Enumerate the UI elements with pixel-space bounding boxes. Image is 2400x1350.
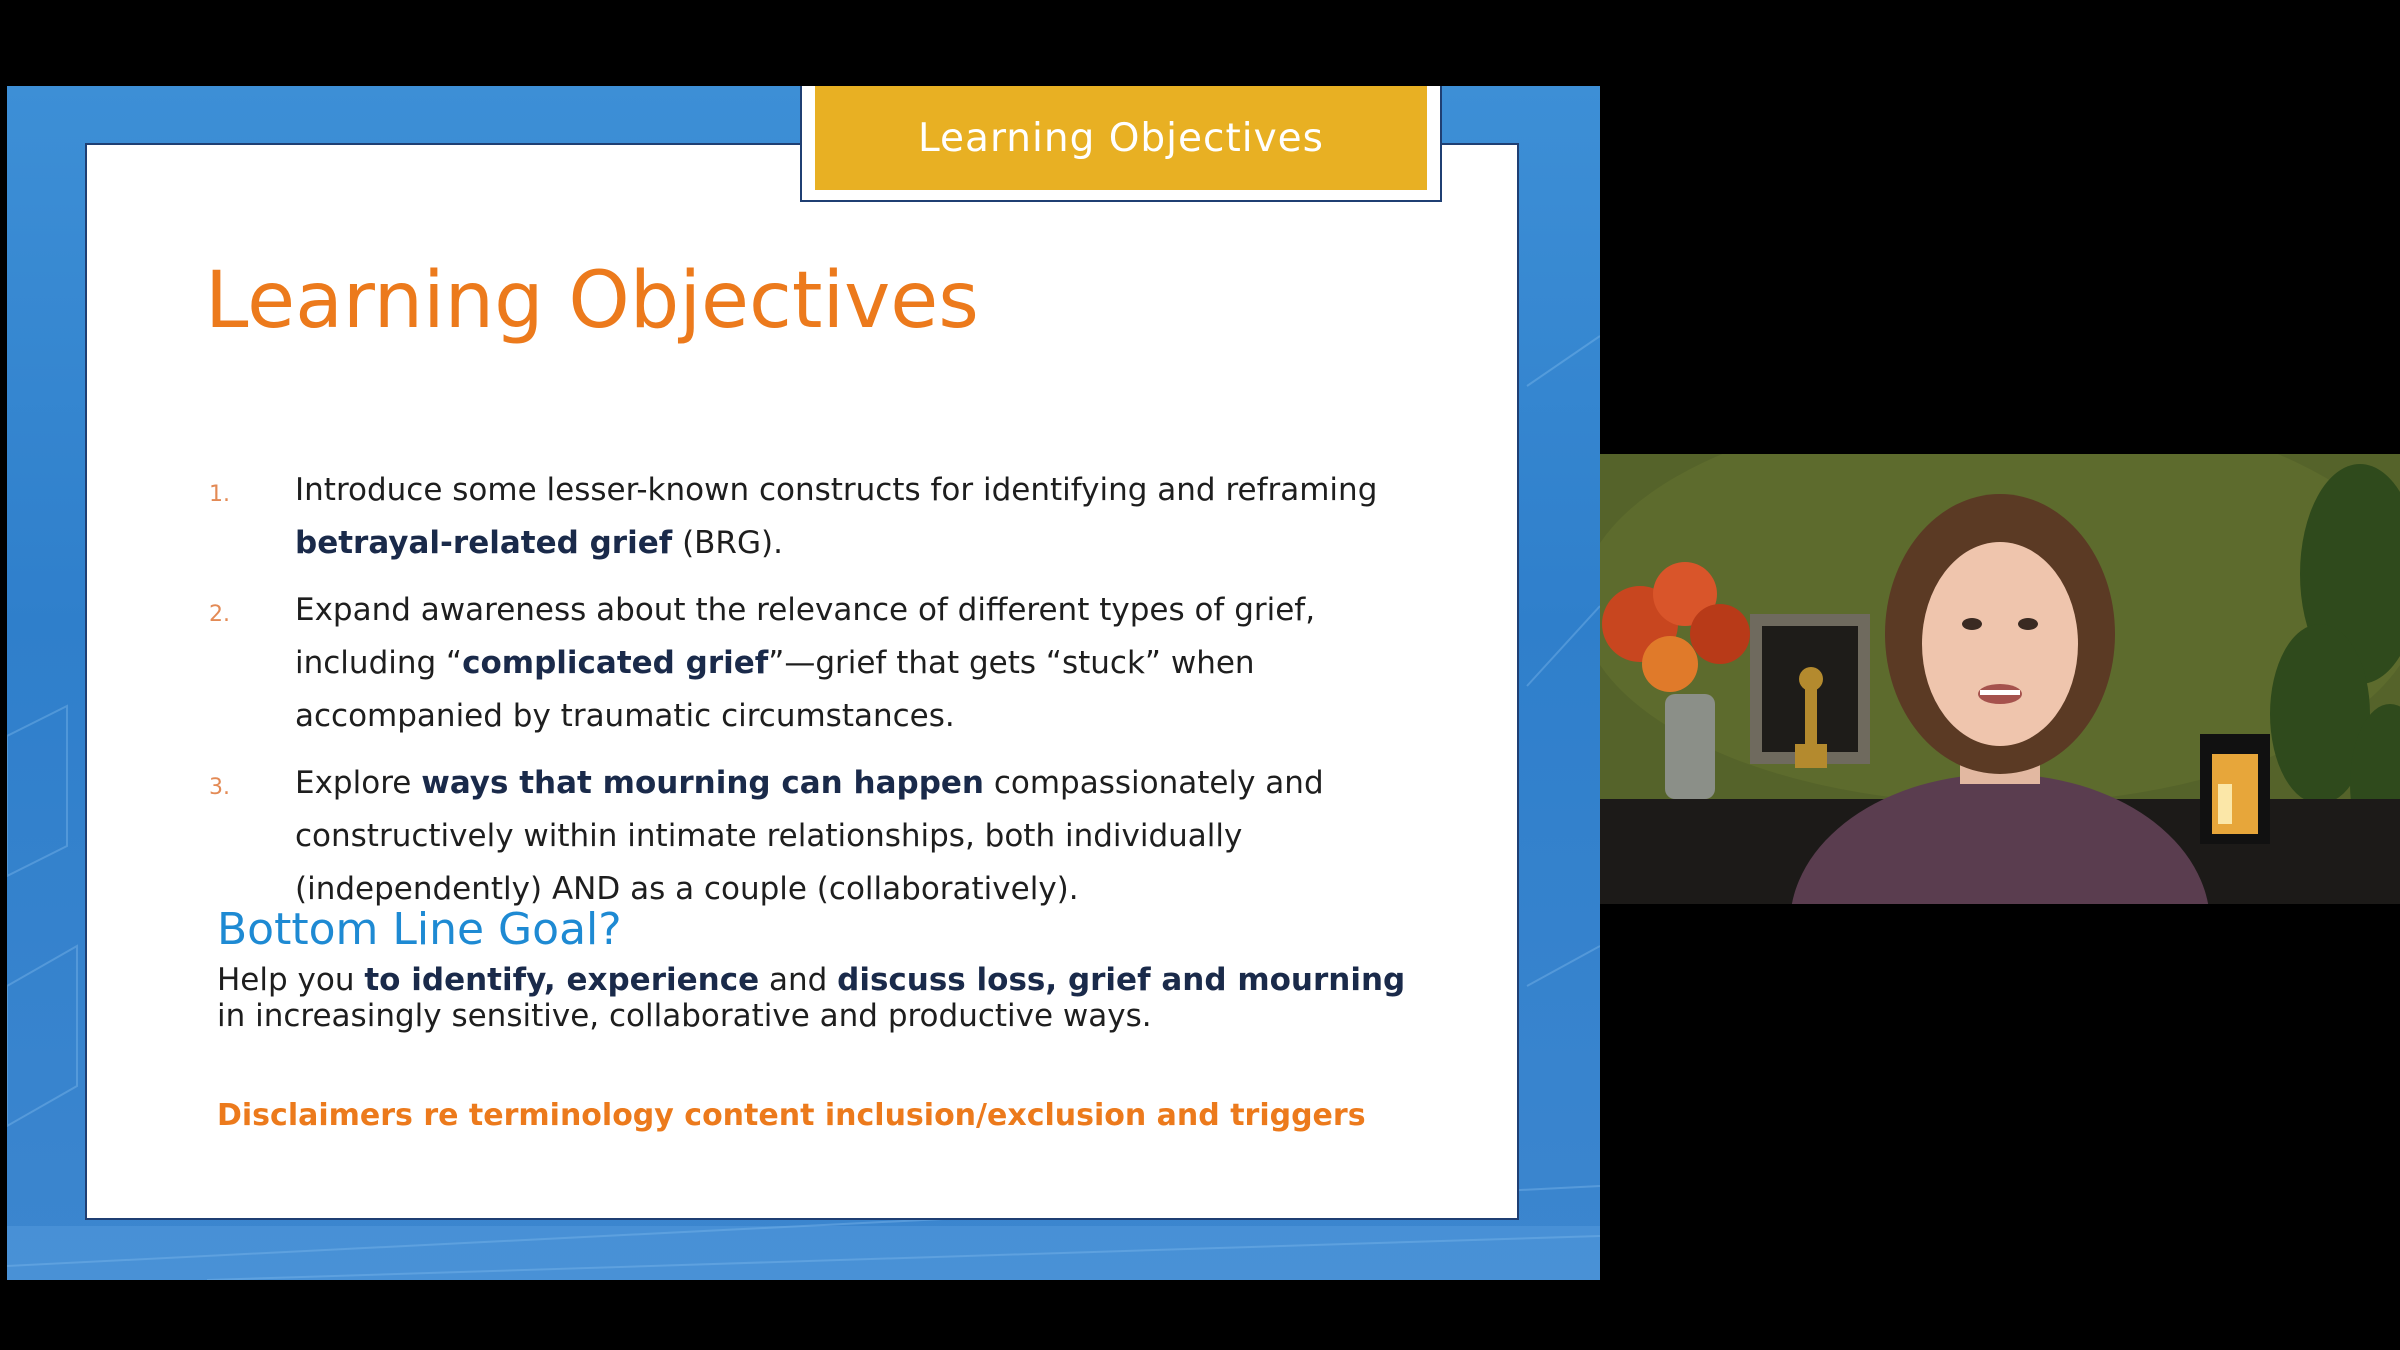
objective-number: 2. — [209, 602, 230, 627]
objective-number: 3. — [209, 775, 230, 800]
section-banner — [815, 86, 1427, 190]
objective-text: Expand awareness about the relevance of different types of grief, including “complicated grief”—grief that gets “stuck” when accompanied by traumatic circumstances. — [295, 592, 1316, 734]
disclaimer-text: Disclaimers re terminology content inclusion/exclusion and triggers — [217, 1098, 1366, 1133]
presentation-slide — [7, 86, 1600, 1280]
bottom-line-text: Help you to identify, experience and discuss loss, grief and mourning in increasingly sensitive, collaborative and productive ways. — [217, 962, 1406, 1034]
webcam-video-feed — [1600, 454, 2400, 904]
banner-label: Learning Objectives — [918, 115, 1324, 161]
webcam-scene — [1600, 454, 2400, 904]
objective-text: Explore ways that mourning can happen compassionately and constructively within intimate relationships, both individually (independently) AND as a couple (collaboratively). — [295, 765, 1324, 907]
bottom-line-heading: Bottom Line Goal? — [217, 904, 622, 955]
objective-number: 1. — [209, 482, 230, 507]
objective-text: Introduce some lesser-known constructs for identifying and reframing betrayal-related grief (BRG). — [295, 472, 1378, 561]
slide-title: Learning Objectives — [205, 256, 979, 346]
